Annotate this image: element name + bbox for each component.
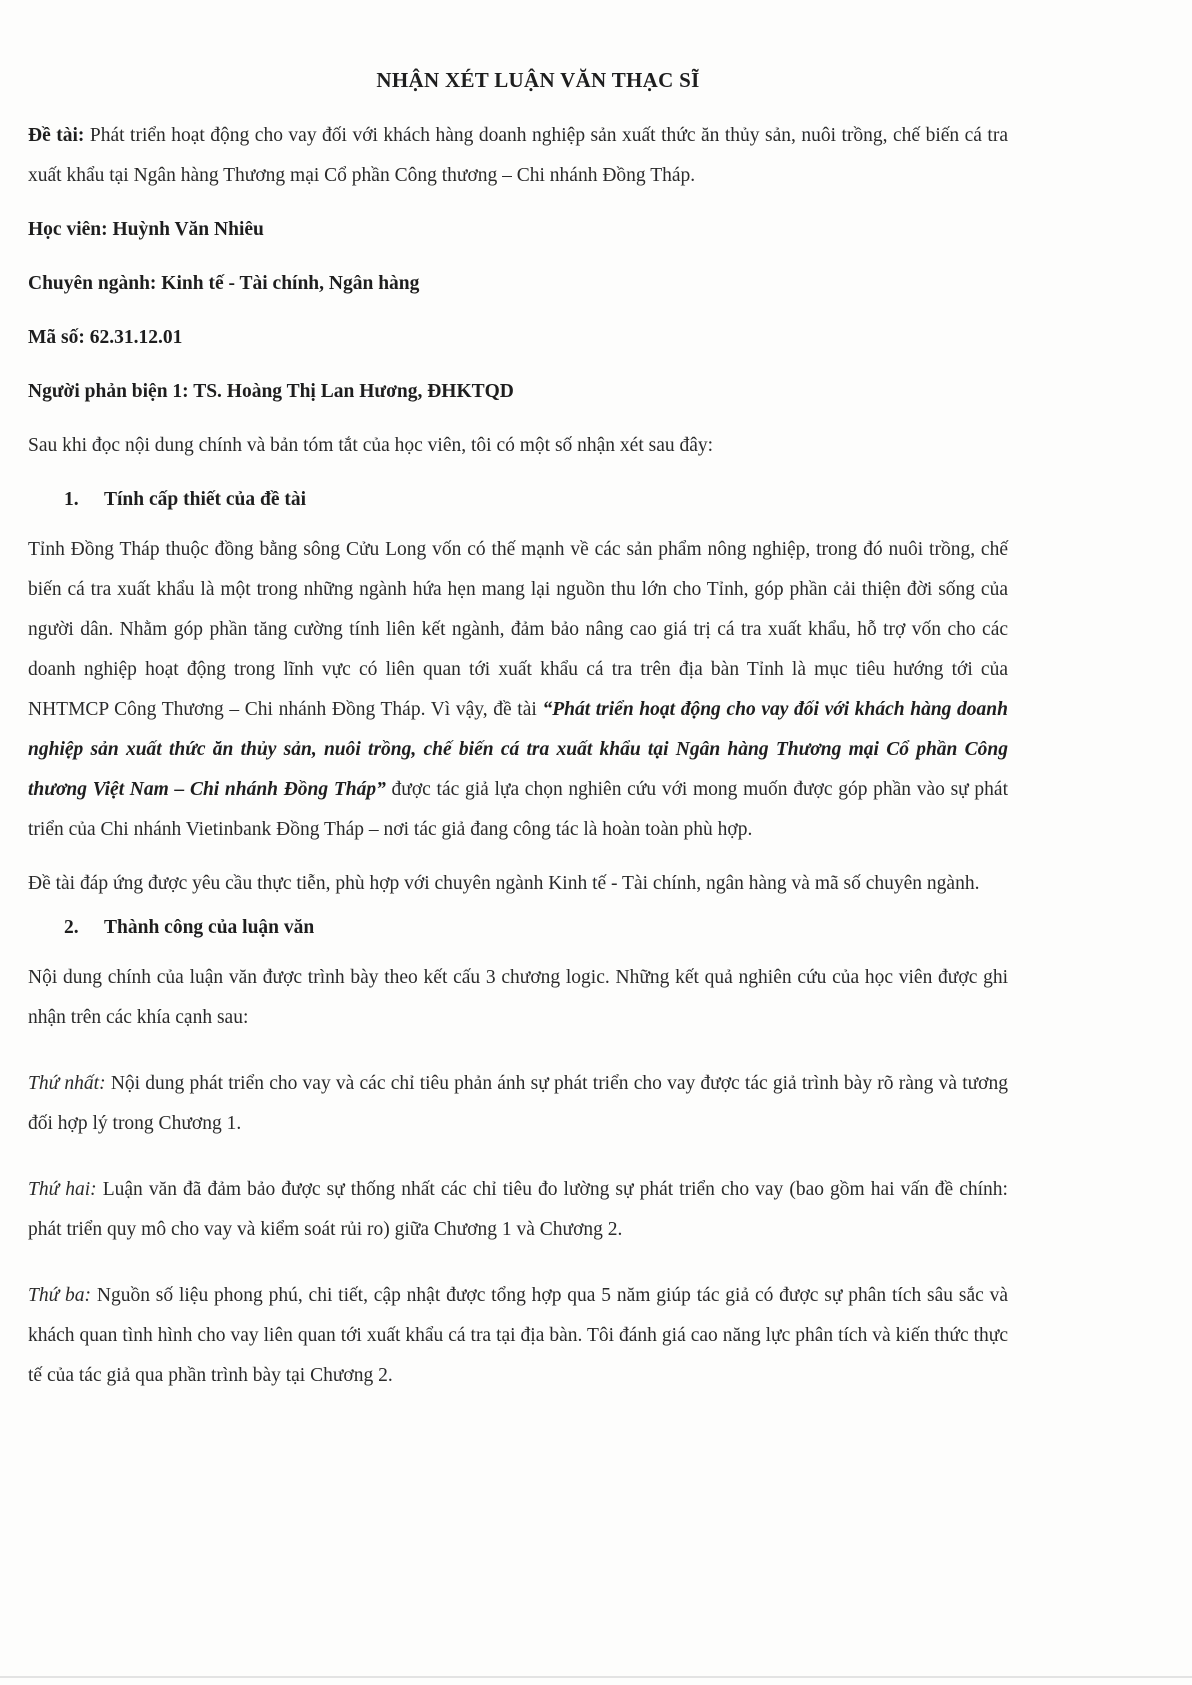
point-2-text: Luận văn đã đảm bảo được sự thống nhất các chỉ tiêu đo lường sự phát triển cho vay (bao gồm hai vấn đề chính: phát triển quy mô cho vay và kiểm soát rủi ro) giữa Chương 1 và Chương 2. xyxy=(28,1179,1008,1240)
section-1-paragraph-2: Đề tài đáp ứng được yêu cầu thực tiễn, phù hợp với chuyên ngành Kinh tế - Tài chính, ngân hàng và mã số chuyên ngành. xyxy=(28,873,980,894)
section-2-point-2 xyxy=(28,1170,1008,1250)
document-body xyxy=(28,58,1008,1410)
point-3-label: Thứ ba: xyxy=(28,1285,92,1306)
major-line: Chuyên ngành: Kinh tế - Tài chính, Ngân hàng xyxy=(28,273,420,294)
section-2-point-1 xyxy=(28,1064,1008,1144)
point-1-text: Nội dung phát triển cho vay và các chỉ tiêu phản ánh sự phát triển cho vay được tác giả trình bày rõ ràng và tương đối hợp lý trong Chương 1. xyxy=(28,1073,1008,1134)
section-1-heading xyxy=(64,480,1008,520)
section-1-para-1-start: Tỉnh Đồng Tháp thuộc đồng bằng sông Cửu Long vốn có thế mạnh về các sản phẩm nông nghiệp, trong đó nuôi trồng, chế biến cá tra xuất khẩu là một trong những ngành hứa hẹn mang lại nguồn thu lớn cho Tỉnh, góp phần cải thiện đời sống của người dân. Nhằm góp phần tăng cường tính liên kết ngành, đảm bảo nâng cao giá trị cá tra xuất khẩu, hỗ trợ vốn cho các doanh nghiệp hoạt động trong lĩnh vực có liên quan tới xuất khẩu cá tra trên địa bàn Tỉnh là mục tiêu hướng tới của NHTMCP Công Thương – Chi nhánh Đồng Tháp. Vì vậy, đề tài xyxy=(28,539,1008,720)
code-line: Mã số: 62.31.12.01 xyxy=(28,327,183,348)
page-bottom-edge xyxy=(0,1676,1192,1678)
document-title: NHẬN XÉT LUẬN VĂN THẠC SĨ xyxy=(376,68,700,92)
point-1-label: Thứ nhất: xyxy=(28,1073,106,1094)
section-2-title: Thành công của luận văn xyxy=(104,917,315,938)
section-1-paragraph-1 xyxy=(28,530,1008,850)
point-3-text: Nguồn số liệu phong phú, chi tiết, cập nhật được tổng hợp qua 5 năm giúp tác giả có được sự phân tích sâu sắc và khách quan tình hình cho vay liên quan tới xuất khẩu cá tra tại địa bàn. Tôi đánh giá cao năng lực phân tích và kiến thức thực tế của tác giả qua phần trình bày tại Chương 2. xyxy=(28,1285,1009,1386)
topic-text: Phát triển hoạt động cho vay đối với khách hàng doanh nghiệp sản xuất thức ăn thủy sản, nuôi trồng, chế biến cá tra xuất khẩu tại Ngân hàng Thương mại Cổ phần Công thương – Chi nhánh Đồng Tháp. xyxy=(28,125,1008,186)
section-2-heading xyxy=(64,908,1008,948)
point-2-label: Thứ hai: xyxy=(28,1179,97,1200)
section-2-point-3 xyxy=(28,1276,1008,1396)
section-1-number: 1. xyxy=(64,489,79,510)
section-1-title: Tính cấp thiết của đề tài xyxy=(104,489,307,510)
topic-label: Đề tài: xyxy=(28,125,85,146)
section-1-topic-quote: “Phát triển hoạt động cho vay đối với khách hàng doanh nghiệp sản xuất thức ăn thủy sản, nuôi trồng, chế biến cá tra xuất khẩu tại Ngân hàng Thương mại Cổ phần Công thương Việt Nam – Chi nhánh Đồng Tháp” xyxy=(28,699,1008,800)
section-2-intro: Nội dung chính của luận văn được trình bày theo kết cấu 3 chương logic. Những kết quả nghiên cứu của học viên được ghi nhận trên các khía cạnh sau: xyxy=(28,967,1008,1028)
section-2-number: 2. xyxy=(64,917,79,938)
section-1-para-1-end: được tác giả lựa chọn nghiên cứu với mong muốn được góp phần vào sự phát triển của Chi nhánh Vietinbank Đồng Tháp – nơi tác giả đang công tác là hoàn toàn phù hợp. xyxy=(28,779,1008,840)
intro-paragraph: Sau khi đọc nội dung chính và bản tóm tắt của học viên, tôi có một số nhận xét sau đây: xyxy=(28,435,714,456)
student-line: Học viên: Huỳnh Văn Nhiêu xyxy=(28,219,264,240)
reviewer-line: Người phản biện 1: TS. Hoàng Thị Lan Hương, ĐHKTQD xyxy=(28,381,514,402)
topic-paragraph xyxy=(28,116,1008,196)
